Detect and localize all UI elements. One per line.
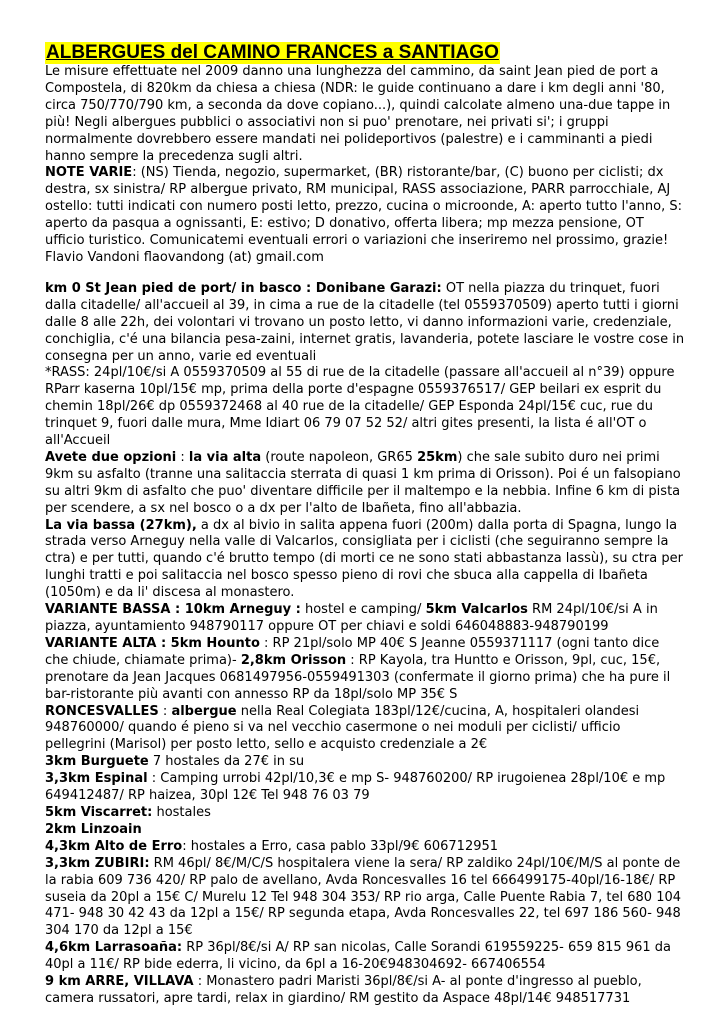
viscarret-label: 5km Viscarret: bbox=[45, 804, 153, 820]
document-page bbox=[45, 42, 685, 1008]
valcarlos-label: 5km Valcarlos bbox=[425, 602, 528, 618]
entry-burguete bbox=[45, 754, 685, 771]
entry-sjpp-rass: *RASS: 24pl/10€/si A 0559370509 al 55 di rue de la citadelle (passare all'accueil al n°39) oppure RParr kaserna 10pl/15€ mp, prima della porte d'espagne 0559376517/ GEP beilari ex esprit du chemin 18pl/26€ dp 0559372468 al 40 rue de la citadelle/ GEP Esponda 24pl/15€ cuc, rue du trinquet 9, fuori dalle mura, Mme Idiart 06 79 07 52 52/ altri gites presenti, la lista é all'OT o all'Accueil bbox=[45, 365, 675, 449]
via-alta-text1: (route napoleon, GR65 bbox=[261, 449, 418, 465]
entry-zubiri bbox=[45, 856, 685, 941]
entry-alto-de-erro bbox=[45, 839, 685, 856]
roncesvalles-text: nella Real Colegiata 183pl/12€/cucina, A, hospitaleri olandesi 948760000/ quando é pieno si va nel vecchio casermone o nei moduli per ciclisti/ ufficio pellegrini (Marisol) per posto letto, sello e acquisto credenziale a 2€ bbox=[45, 703, 640, 753]
entry-roncesvalles bbox=[45, 704, 685, 755]
viscarret-text: hostales bbox=[152, 804, 211, 820]
linzoain-label: 2km Linzoain bbox=[45, 821, 142, 837]
notes-label: NOTE VARIE bbox=[45, 165, 133, 181]
notes-paragraph bbox=[45, 165, 685, 266]
entry-larrasoana bbox=[45, 940, 685, 974]
entry-variante-bassa bbox=[45, 602, 685, 636]
variante-bassa-text1: hostel e camping/ bbox=[300, 602, 426, 618]
zubiri-text: RM 46pl/ 8€/M/C/S hospitalera viene la sera/ RP zaldiko 24pl/10€/M/S al ponte de la rabia 609 736 420/ RP palo de avellano, Avda Roncesvalles 16 tel 666499175-40pl/16-18€/ RP suseia da 20pl a 15€ C/ Murelu 12 Tel 948 304 353/ RP rio arga, Calle Puente Rabia 7, tel 680 104 471- 948 30 42 43 da 12pl a 15€/ RP segunda etapa, Avda Roncesvalles 22, tel 697 186 560- 948 304 170 da 12pl a 15€ bbox=[45, 855, 682, 939]
via-bassa-label: La via bassa (27km), bbox=[45, 517, 197, 533]
arre-villava-text: : Monastero padri Maristi 36pl/8€/si A- al ponte d'ingresso al pueblo, camera russatori, apre tardi, relax in giardino/ RM gestito da Aspace 48pl/14€ 948517731 bbox=[45, 974, 642, 1006]
intro-paragraph: Le misure effettuate nel 2009 danno una lunghezza del cammino, da saint Jean pied de port a Compostela, di 820km da chiesa a chiesa (NDR: le guide continuano a dare i km degli anni '80, circa 750/770/790 km, a seconda da dove copiano...), quindi calcolate almeno una-due tappe in più! Negli albergues pubblici o associativi non si puo' prenotare, nei privati si'; i gruppi normalmente dovrebbero essere mandati nei polideportivos (palestre) e i camminanti a piedi hanno sempre la precedenza sugli altri. bbox=[45, 64, 671, 164]
entry-espinal bbox=[45, 771, 685, 805]
entry-linzoain bbox=[45, 822, 685, 839]
larrasoana-text: RP 36pl/8€/si A/ RP san nicolas, Calle Sorandi 619559225- 659 815 961 da 40pl a 11€/ RP bide ederra, li vicino, da 6pl a 16-20€948304692- 667406554 bbox=[45, 940, 671, 973]
variante-bassa-label: VARIANTE BASSA : 10km Arneguy : bbox=[45, 602, 301, 618]
via-alta-label: la via alta bbox=[188, 449, 262, 465]
orisson-label: 2,8km Orisson bbox=[240, 652, 347, 668]
orisson-text: : RP Kayola, tra Huntto e Orisson, 9pl, cuc, 15€, prenotare da Jean Jacques 0681497956-0559491303 (confermate il giorno prima) che ha pure il bar-ristorante più avanti con annesso RP da 18pl/solo MP 35€ S bbox=[45, 652, 671, 702]
espinal-label: 3,3km Espinal bbox=[45, 771, 148, 787]
zubiri-label: 3,3km ZUBIRI: bbox=[45, 855, 150, 871]
espinal-text: : Camping urrobi 42pl/10,3€ e mp S- 948760200/ RP irugoienea 28pl/10€ e mp 649412487/ RP haizea, 30pl 12€ Tel 948 76 03 79 bbox=[45, 771, 666, 804]
entry-sjpp-text: OT nella piazza du trinquet, fuori dalla citadelle/ all'accueil al 39, in cima a rue de la citadelle (tel 0559370509) aperto tutti i giorni dalle 8 alle 22h, dei volontari vi trovano un posto letto, vi danno informazioni varie, credenziale, conchiglia, c'é una bilancia pesa-zaini, internet gratis, lavanderia, potete lasciare le vostre cose in consegna per un anno, varie ed eventuali bbox=[45, 280, 685, 364]
route-options bbox=[45, 450, 685, 518]
roncesvalles-sep: : bbox=[158, 703, 172, 719]
entry-variante-alta bbox=[45, 636, 685, 704]
variante-alta-label: VARIANTE ALTA : 5km Hounto bbox=[45, 635, 260, 651]
via-alta-km: 25km bbox=[417, 449, 458, 465]
variante-alta-text1: : RP 21pl/solo MP 40€ S Jeanne 0559371117 (ogni tanto dice che chiude, chiamate prima)- bbox=[45, 635, 660, 668]
options-lead: Avete due opzioni bbox=[45, 449, 177, 465]
alto-de-erro-text: : hostales a Erro, casa pablo 33pl/9€ 606712951 bbox=[182, 838, 499, 854]
valcarlos-text: RM 24pl/10€/si A in piazza, ayuntamiento 948790117 oppure OT per chiavi e soldi 646048883-948790199 bbox=[45, 602, 658, 634]
alto-de-erro-label: 4,3km Alto de Erro bbox=[45, 838, 183, 854]
paragraph-gap bbox=[45, 267, 685, 281]
entry-sjpp bbox=[45, 281, 685, 366]
document-title: ALBERGUES del CAMINO FRANCES a SANTIAGO bbox=[46, 42, 499, 63]
via-bassa bbox=[45, 518, 685, 603]
larrasoana-label: 4,6km Larrasoaña: bbox=[45, 940, 183, 956]
roncesvalles-albergue-label: albergue bbox=[171, 703, 237, 719]
entry-sjpp-heading: km 0 St Jean pied de port/ in basco : Donibane Garazi: bbox=[45, 280, 442, 296]
via-alta-text2: ) che sale subito duro nei primi 9km su asfalto (tranne una salitaccia sterrata di quasi 1 km prima di Orisson). Poi é un falsopiano su altri 9km di asfalto che puo' diventare difficile per il maltempo e la nebbia. Infine 6 km di pista per scendere, a sx nel bosco o a dx per l'alto de Ibañeta, fino all'abbazia. bbox=[45, 449, 681, 516]
options-sep: : bbox=[176, 449, 189, 465]
via-bassa-text: a dx al bivio in salita appena fuori (200m) dalla porta di Spagna, lungo la strada verso Arneguy nella valle di Valcarlos, consigliata per i ciclisti (che seguiranno sempre la ctra) e per tutti, quando c'é brutto tempo (di morti ce ne sono stati abbastanza lassù), su ctra per lunghi tratti e poi salitaccia nel bosco spesso pieno di rovi che sbuca alla cappella di Ibañeta (1050m) e da li' discesa al monastero. bbox=[45, 517, 683, 601]
notes-text: : (NS) Tienda, negozio, supermarket, (BR) ristorante/bar, (C) buono per ciclisti; dx destra, sx sinistra/ RP albergue privato, RM municipal, RASS associazione, PARR parrocchiale, AJ ostello: tutti indicati con numero posti letto, prezzo, cucina o microonde, A: aperto tutto l'anno, S: aperto da pasqua a ognissanti, E: estivo; D donativo, offerta libera; mp mezza pensione, OT ufficio turistico. Comunicatemi eventuali errori o variazioni che inseriremo nel prossimo, grazie! Flavio Vandoni flaovandong (at) gmail.com bbox=[45, 165, 682, 265]
roncesvalles-label: RONCESVALLES bbox=[45, 703, 159, 719]
burguete-text: 7 hostales da 27€ in su bbox=[148, 754, 305, 770]
burguete-label: 3km Burguete bbox=[45, 754, 149, 770]
arre-villava-label: 9 km ARRE, VILLAVA bbox=[45, 974, 194, 990]
entry-viscarret bbox=[45, 805, 685, 822]
entry-arre-villava bbox=[45, 974, 685, 1008]
